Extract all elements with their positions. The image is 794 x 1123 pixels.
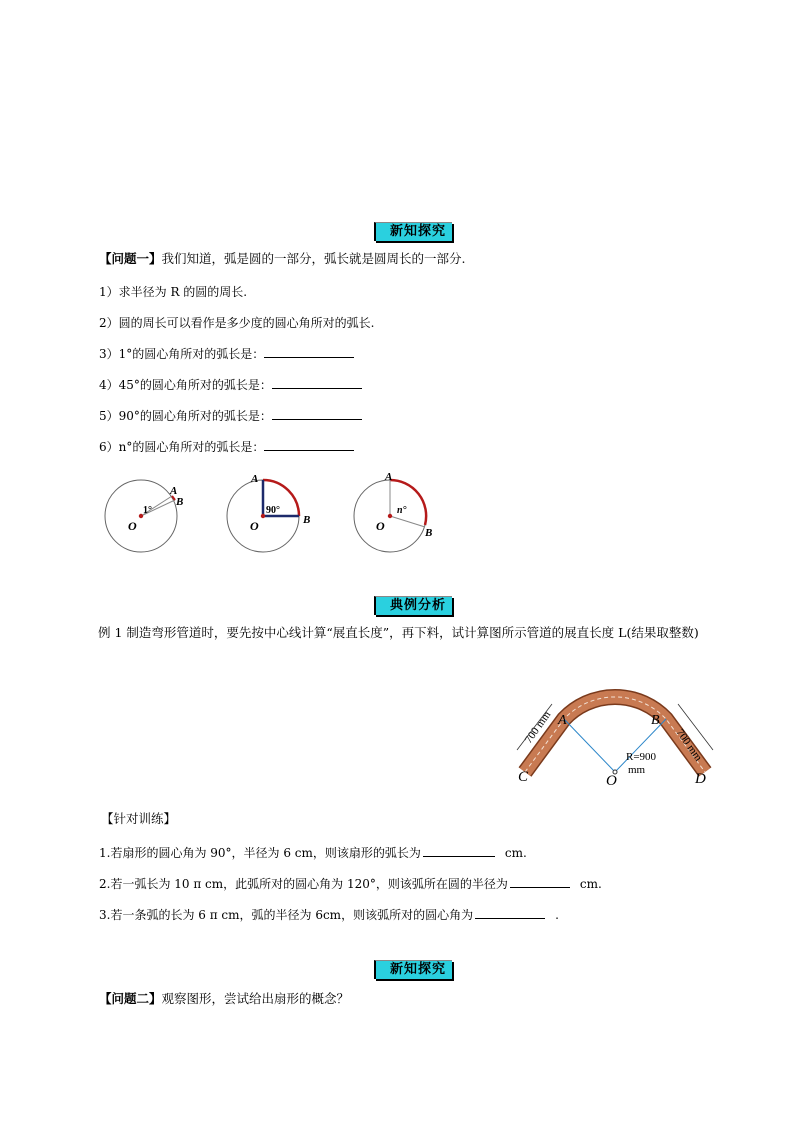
item-6 bbox=[99, 438, 354, 455]
circle-diagram-2 bbox=[227, 473, 310, 552]
answer-blank-2[interactable] bbox=[272, 376, 362, 389]
section-tag-example-analysis: 典例分析 bbox=[374, 596, 452, 615]
circle-1-angle: 1° bbox=[143, 505, 152, 516]
item-3-text: 3）1°的圆心角所对的弧长是： bbox=[99, 347, 265, 361]
circle-3-arc bbox=[390, 480, 426, 525]
training-q1-blank[interactable] bbox=[423, 844, 495, 857]
section-tag-new-knowledge: 新知探究 bbox=[374, 222, 452, 241]
pipe-radius-left bbox=[564, 719, 615, 772]
pipe-label-b: B bbox=[651, 713, 660, 728]
training-q1-text: 1.若扇形的圆心角为 90°，半径为 6 cm，则该扇形的弧长为 bbox=[99, 846, 421, 860]
question-two-label: 【问题二】 bbox=[99, 991, 162, 1006]
training-q2 bbox=[99, 875, 602, 892]
question-two bbox=[99, 989, 349, 1007]
item-1: 1）求半径为 R 的圆的周长. bbox=[99, 285, 248, 299]
circle-diagram-1 bbox=[105, 480, 183, 552]
circle-2-center-dot bbox=[261, 514, 265, 518]
circle-1-label-b: B bbox=[176, 496, 184, 508]
circle-2-angle: 90° bbox=[266, 505, 280, 516]
pipe-label-right-length: 700 mm bbox=[673, 726, 705, 764]
answer-blank-3[interactable] bbox=[272, 407, 362, 420]
circle-3-label-a: A bbox=[385, 471, 393, 483]
pipe-label-radius: R=900 bbox=[626, 751, 657, 763]
item-2: 2）圆的周长可以看作是多少度的圆心角所对的弧长. bbox=[99, 316, 375, 330]
training-q1 bbox=[99, 844, 527, 861]
circle-2-label-b: B bbox=[303, 514, 311, 526]
training-q3 bbox=[99, 906, 559, 923]
training-q2-unit: cm. bbox=[579, 877, 602, 891]
item-6-text: 6）n°的圆心角所对的弧长是： bbox=[99, 440, 265, 454]
answer-blank-4[interactable] bbox=[264, 438, 354, 451]
pipe-label-left-length: 700 mm bbox=[522, 709, 554, 746]
circle-1-label-a: A bbox=[170, 485, 178, 497]
item-3 bbox=[99, 345, 354, 362]
circle-diagram-3 bbox=[354, 471, 432, 552]
training-q3-text: 3.若一条弧的长为 6 π cm，弧的半径为 6cm，则该弧所对的圆心角为 bbox=[99, 908, 474, 922]
circle-3-label-o: O bbox=[376, 519, 385, 533]
pipe-label-mm: mm bbox=[628, 764, 646, 776]
circle-1-label-o: O bbox=[128, 519, 137, 533]
circle-3-angle: n° bbox=[397, 505, 407, 516]
item-4 bbox=[99, 376, 362, 393]
section-tag-new-knowledge-2: 新知探究 bbox=[374, 960, 452, 979]
example-1-text: 例 1 制造弯形管道时，要先按中心线计算“展直长度”，再下料，试计算图所示管道的展直长度 L(结果取整数) bbox=[98, 625, 699, 640]
question-one-intro bbox=[99, 249, 466, 267]
training-q2-blank[interactable] bbox=[510, 875, 570, 888]
training-q3-end: . bbox=[555, 908, 559, 922]
training-q1-unit: cm. bbox=[504, 846, 527, 860]
pipe-diagram bbox=[508, 672, 728, 792]
question-two-text: 观察图形，尝试给出扇形的概念？ bbox=[161, 991, 350, 1006]
item-5 bbox=[99, 407, 362, 424]
item-5-text: 5）90°的圆心角所对的弧长是： bbox=[99, 409, 272, 423]
training-q2-text: 2.若一弧长为 10 π cm，此弧所对的圆心角为 120°，则该弧所在圆的半径为 bbox=[99, 877, 508, 891]
circle-2-label-o: O bbox=[250, 519, 259, 533]
training-q3-blank[interactable] bbox=[475, 906, 545, 919]
item-4-text: 4）45°的圆心角所对的弧长是： bbox=[99, 378, 272, 392]
answer-blank-1[interactable] bbox=[264, 345, 354, 358]
pipe-label-d: D bbox=[695, 771, 706, 787]
pipe-label-o: O bbox=[606, 773, 617, 789]
pipe-label-a: A bbox=[558, 713, 567, 728]
question-one-text: 我们知道，弧是圆的一部分，弧长就是圆周长的一部分. bbox=[161, 251, 466, 266]
question-one-label: 【问题一】 bbox=[99, 251, 162, 266]
pipe-label-c: C bbox=[518, 769, 529, 785]
circle-2-label-a: A bbox=[251, 473, 259, 485]
circle-diagrams bbox=[95, 468, 455, 563]
circle-3-center-dot bbox=[388, 514, 392, 518]
circle-3-radius-b bbox=[390, 516, 425, 527]
circle-3-label-b: B bbox=[425, 527, 433, 539]
training-title: 【针对训练】 bbox=[101, 811, 177, 826]
